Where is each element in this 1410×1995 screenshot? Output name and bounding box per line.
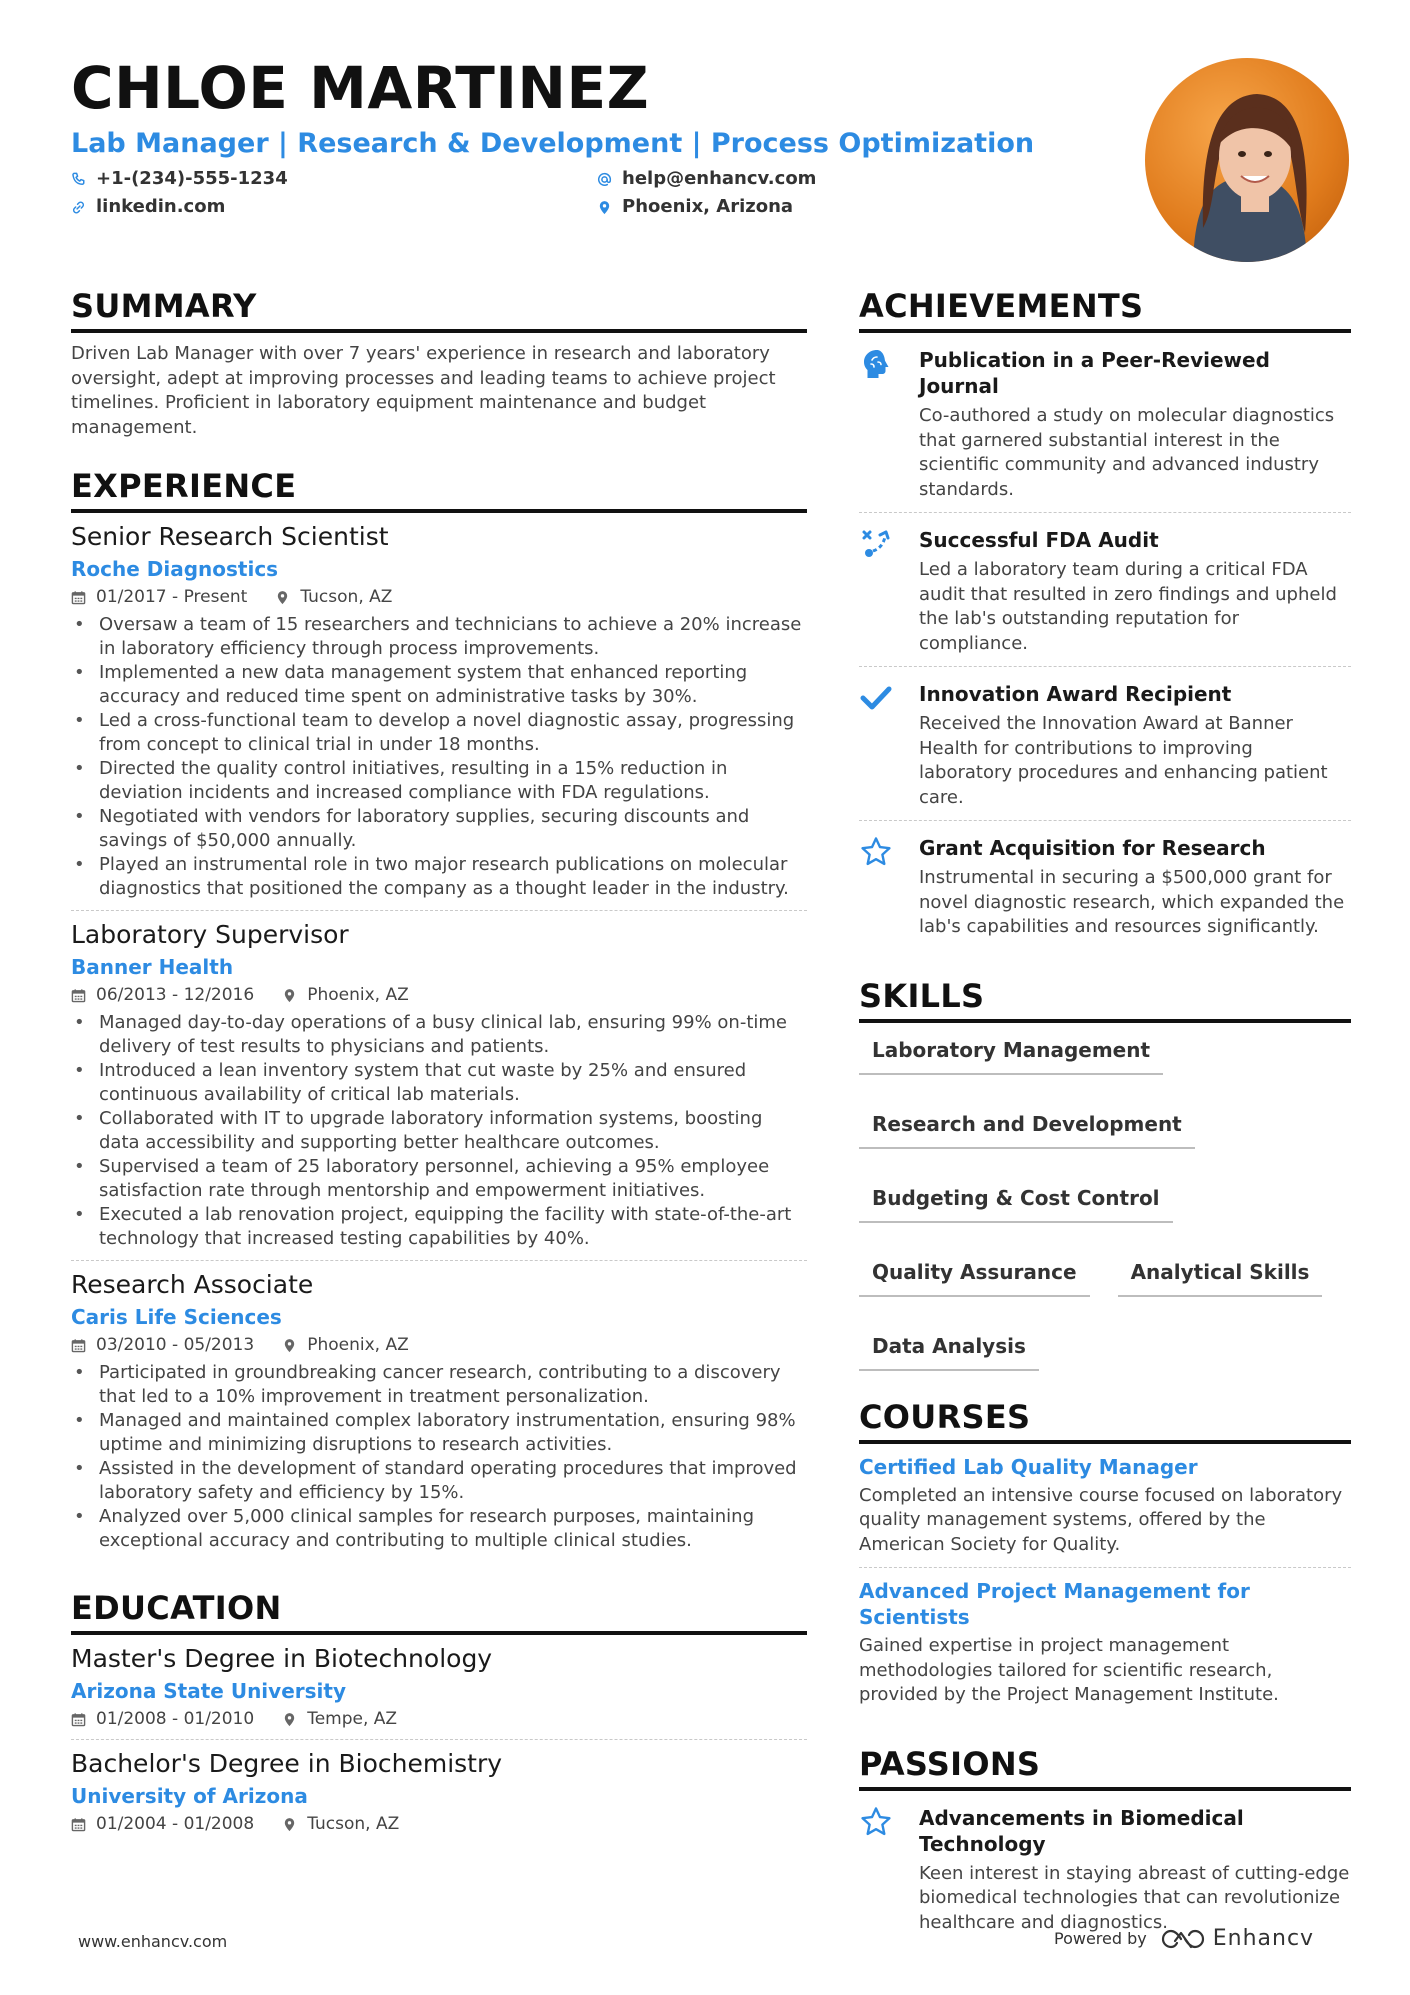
passions-section	[859, 1744, 1351, 1946]
resume-header	[71, 52, 1121, 218]
achievement-icon	[859, 835, 919, 940]
job-role: Research Associate	[71, 1270, 314, 1299]
course-title: Advanced Project Management for Scientists	[859, 1579, 1250, 1629]
brand-name: Enhancv	[1212, 1926, 1315, 1951]
education-dates	[71, 1813, 254, 1835]
job-entry	[71, 910, 807, 1260]
course-desc: Completed an intensive course focused on laboratory quality management systems, offered by the American Society for Quality.	[859, 1484, 1343, 1555]
education-entry	[71, 1635, 807, 1739]
passion-title: Advancements in Biomedical Technology	[919, 1805, 1244, 1856]
education-meta	[71, 1708, 807, 1730]
job-dates-text: 06/2013 - 12/2016	[96, 985, 255, 1005]
courses-heading: COURSES	[859, 1397, 1351, 1444]
education-meta	[71, 1813, 807, 1835]
calendar-icon	[71, 1338, 86, 1353]
calendar-icon	[71, 1712, 86, 1727]
location-pin-icon	[275, 590, 290, 605]
course-item	[859, 1444, 1351, 1568]
achievement-item	[859, 820, 1351, 950]
location-pin-icon	[282, 1338, 297, 1353]
location-pin-icon	[282, 1712, 297, 1727]
courses-section	[859, 1397, 1351, 1718]
achievements-section	[859, 286, 1351, 950]
passion-desc: Keen interest in staying abreast of cutting-edge biomedical technologies that can revolutionize healthcare and diagnostics.	[919, 1862, 1350, 1933]
passions-heading: PASSIONS	[859, 1744, 1351, 1791]
education-section	[71, 1588, 807, 1844]
experience-section	[71, 466, 807, 1562]
footer-powered-by	[1054, 1926, 1314, 1951]
passion-icon	[859, 1805, 919, 1936]
achievement-desc: Led a laboratory team during a critical FDA audit that resulted in zero findings and upheld the lab's outstanding reputation for compliance.	[919, 559, 1337, 654]
course-title: Certified Lab Quality Manager	[859, 1454, 1198, 1479]
job-dates-text: 01/2017 - Present	[96, 587, 248, 607]
achievement-desc: Instrumental in securing a $500,000 grant for novel diagnostic research, which expanded the lab's capabilities and resources significantly.	[919, 867, 1345, 937]
job-dates-text: 03/2010 - 05/2013	[96, 1335, 255, 1355]
passion-body	[919, 1805, 1351, 1936]
job-role: Senior Research Scientist	[71, 522, 389, 551]
job-location-text: Tucson, AZ	[300, 587, 393, 607]
achievement-desc: Co-authored a study on molecular diagnostics that garnered substantial interest in the scientific community and advanced industry standards.	[919, 405, 1335, 500]
education-dates-text: 01/2008 - 01/2010	[96, 1709, 255, 1729]
achievement-icon	[859, 527, 919, 656]
course-desc: Gained expertise in project management methodologies tailored for scientific research, provided by the Project Management Institute.	[859, 1635, 1279, 1705]
job-bullet: • Analyzed over 5,000 clinical samples for research purposes, maintaining exceptional accuracy and contributing to multiple clinical studies.	[71, 1505, 807, 1553]
job-meta	[71, 586, 807, 608]
education-degree: Bachelor's Degree in Biochemistry	[71, 1749, 503, 1778]
skill-tag: Budgeting & Cost Control	[859, 1185, 1173, 1223]
job-location	[282, 984, 409, 1006]
calendar-icon	[71, 1817, 86, 1832]
achievement-item	[859, 333, 1351, 512]
location-pin-icon	[597, 200, 612, 215]
job-company: Roche Diagnostics	[71, 557, 279, 581]
powered-by-label: Powered by	[1054, 1929, 1147, 1948]
achievement-item	[859, 512, 1351, 666]
skills-heading: SKILLS	[859, 976, 1351, 1023]
summary-section	[71, 286, 807, 440]
job-bullet: • Negotiated with vendors for laboratory supplies, securing discounts and savings of $50,000 annually.	[71, 805, 807, 853]
job-entry	[71, 1260, 807, 1562]
skills-list	[859, 1037, 1351, 1371]
job-bullet: • Oversaw a team of 15 researchers and technicians to achieve a 20% increase in laboratory efficiency through process improvements.	[71, 613, 807, 661]
job-bullet: • Introduced a lean inventory system that cut waste by 25% and ensured continuous availability of critical lab materials.	[71, 1059, 807, 1107]
job-bullet: • Implemented a new data management system that enhanced reporting accuracy and reduced time spent on administrative tasks by 30%.	[71, 661, 807, 709]
job-location-text: Phoenix, AZ	[307, 1335, 409, 1355]
job-dates	[71, 984, 254, 1006]
footer-website[interactable]: www.enhancv.com	[78, 1932, 228, 1951]
achievement-item	[859, 666, 1351, 820]
summary-heading: SUMMARY	[71, 286, 807, 333]
brain-head-icon	[859, 347, 893, 381]
job-location-text: Phoenix, AZ	[307, 985, 409, 1005]
left-column	[71, 286, 807, 1844]
education-location-text: Tempe, AZ	[307, 1709, 398, 1729]
skill-tag: Quality Assurance	[859, 1259, 1090, 1297]
job-bullet: • Participated in groundbreaking cancer research, contributing to a discovery that led to a 10% improvement in treatment personalization.	[71, 1361, 807, 1409]
job-bullet: • Managed day-to-day operations of a busy clinical lab, ensuring 99% on-time delivery of test results to physicians and patients.	[71, 1011, 807, 1059]
education-heading: EDUCATION	[71, 1588, 807, 1635]
location-pin-icon	[282, 988, 297, 1003]
education-location	[282, 1813, 399, 1835]
achievement-icon	[859, 681, 919, 810]
star-icon	[859, 835, 893, 869]
path-arrow-icon	[859, 527, 893, 561]
contact-email[interactable]	[597, 168, 997, 190]
job-company: Banner Health	[71, 955, 234, 979]
contact-location	[597, 196, 997, 218]
skill-tag: Research and Development	[859, 1111, 1195, 1149]
experience-heading: EXPERIENCE	[71, 466, 807, 513]
phone-text: +1-(234)-555-1234	[96, 168, 288, 189]
education-dates	[71, 1708, 254, 1730]
job-bullet: • Collaborated with IT to upgrade laboratory information systems, boosting data accessibility and supporting better healthcare outcomes.	[71, 1107, 807, 1155]
achievement-icon	[859, 347, 919, 502]
course-item	[859, 1567, 1351, 1718]
education-dates-text: 01/2004 - 01/2008	[96, 1814, 255, 1834]
job-dates	[71, 1334, 254, 1356]
achievement-title: Successful FDA Audit	[919, 528, 1159, 552]
job-dates	[71, 586, 247, 608]
candidate-title: Lab Manager | Research & Development | Process Optimization	[71, 128, 1035, 159]
contact-linkedin[interactable]	[71, 196, 597, 218]
linkedin-text[interactable]: linkedin.com	[96, 196, 226, 217]
education-school: Arizona State University	[71, 1679, 346, 1703]
location-pin-icon	[282, 1817, 297, 1832]
job-bullets	[71, 1361, 807, 1553]
education-degree: Master's Degree in Biotechnology	[71, 1644, 493, 1673]
job-location	[275, 586, 392, 608]
job-company: Caris Life Sciences	[71, 1305, 282, 1329]
achievement-title: Grant Acquisition for Research	[919, 836, 1266, 860]
achievement-body	[919, 681, 1351, 810]
calendar-icon	[71, 988, 86, 1003]
passion-item	[859, 1791, 1351, 1946]
location-text: Phoenix, Arizona	[622, 196, 794, 217]
job-location	[282, 1334, 409, 1356]
checkmark-icon	[859, 681, 893, 715]
skill-tag: Analytical Skills	[1118, 1259, 1323, 1297]
achievement-title: Innovation Award Recipient	[919, 682, 1232, 706]
star-icon	[859, 1805, 893, 1839]
link-icon	[71, 200, 86, 215]
skill-tag: Laboratory Management	[859, 1037, 1163, 1075]
contact-phone	[71, 168, 597, 190]
brand-logo[interactable]	[1161, 1926, 1314, 1951]
profile-photo	[1145, 58, 1349, 262]
job-bullet: • Managed and maintained complex laboratory instrumentation, ensuring 98% uptime and minimizing disruptions to research activities.	[71, 1409, 807, 1457]
job-entry	[71, 513, 807, 910]
job-bullet: • Executed a lab renovation project, equipping the facility with state-of-the-art technology that increased testing capabilities by 40%.	[71, 1203, 807, 1251]
achievement-body	[919, 835, 1351, 940]
education-location-text: Tucson, AZ	[307, 1814, 400, 1834]
job-bullets	[71, 1011, 807, 1251]
right-column	[859, 286, 1351, 1945]
summary-text: Driven Lab Manager with over 7 years' experience in research and laboratory oversight, adept at improving processes and leading teams to achieve project timelines. Proficient in laboratory equipment maintenance and budget management.	[71, 343, 776, 438]
job-bullet: • Supervised a team of 25 laboratory personnel, achieving a 95% employee satisfaction rate through mentorship and empowerment initiatives.	[71, 1155, 807, 1203]
achievement-body	[919, 347, 1351, 502]
contact-info	[71, 168, 1121, 218]
candidate-name: CHLOE MARTINEZ	[71, 54, 650, 122]
job-meta	[71, 1334, 807, 1356]
job-role: Laboratory Supervisor	[71, 920, 349, 949]
job-bullet: • Assisted in the development of standard operating procedures that improved laboratory safety and efficiency by 15%.	[71, 1457, 807, 1505]
education-location	[282, 1708, 397, 1730]
achievements-heading: ACHIEVEMENTS	[859, 286, 1351, 333]
education-entry	[71, 1739, 807, 1844]
skills-section	[859, 976, 1351, 1371]
enhancv-logo-icon	[1161, 1927, 1205, 1951]
email-text[interactable]: help@enhancv.com	[622, 168, 817, 189]
skill-tag: Data Analysis	[859, 1333, 1039, 1371]
job-bullet: • Directed the quality control initiatives, resulting in a 15% reduction in deviation incidents and increased compliance with FDA regulations.	[71, 757, 807, 805]
phone-icon	[71, 172, 86, 187]
achievement-desc: Received the Innovation Award at Banner Health for contributions to improving laboratory procedures and enhancing patient care.	[919, 713, 1328, 808]
achievement-title: Publication in a Peer-Reviewed Journal	[919, 348, 1270, 398]
at-sign-icon	[597, 172, 612, 187]
calendar-icon	[71, 590, 86, 605]
job-meta	[71, 984, 807, 1006]
education-school: University of Arizona	[71, 1784, 308, 1808]
job-bullet: • Led a cross-functional team to develop a novel diagnostic assay, progressing from concept to clinical trial in under 18 months.	[71, 709, 807, 757]
job-bullets	[71, 613, 807, 901]
job-bullet: • Played an instrumental role in two major research publications on molecular diagnostics that positioned the company as a thought leader in the industry.	[71, 853, 807, 901]
achievement-body	[919, 527, 1351, 656]
